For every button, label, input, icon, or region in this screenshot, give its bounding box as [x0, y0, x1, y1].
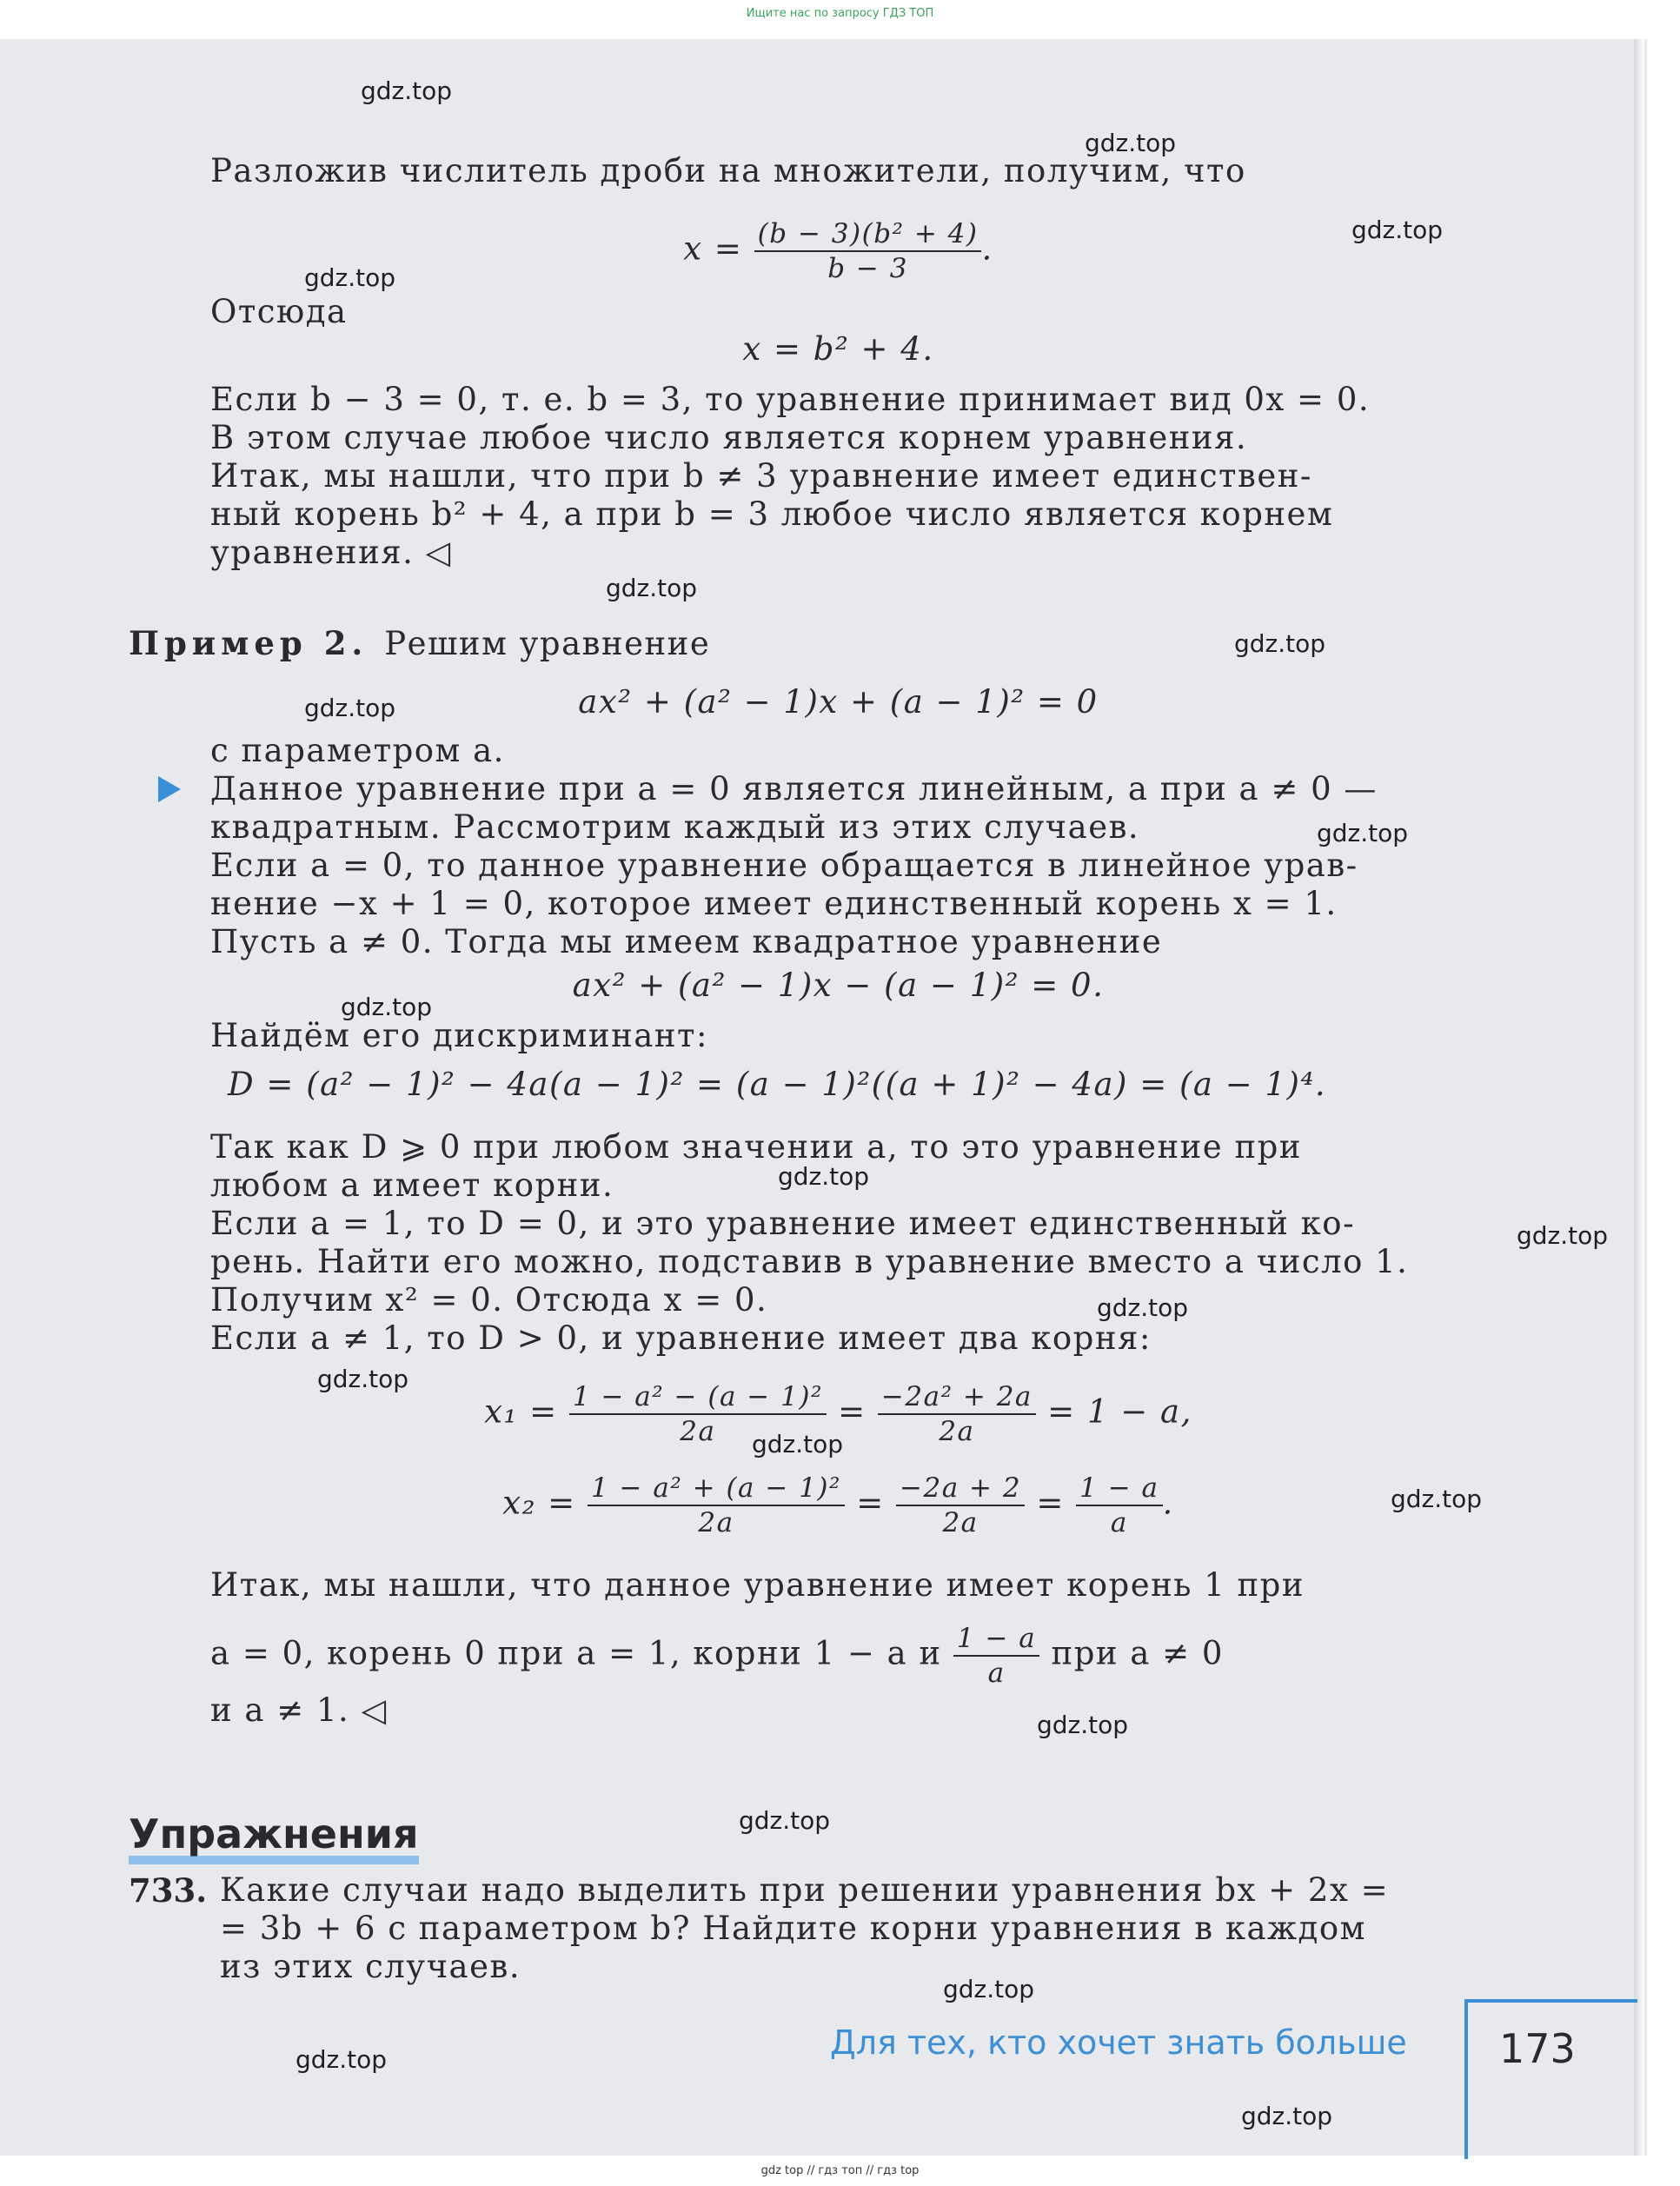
- watermark: gdz.top: [361, 76, 453, 105]
- text-line: Так как D ⩾ 0 при любом значении a, то это уравнение при: [210, 1128, 1302, 1166]
- formula: D = (a² − 1)² − 4a(a − 1)² = (a − 1)²((a + 1)² − 4a) = (a − 1)⁴.: [228, 1066, 1327, 1103]
- text-line: Получим x² = 0. Отсюда x = 0.: [210, 1281, 768, 1319]
- text-part: при a ≠ 0: [1039, 1634, 1224, 1672]
- fraction-denominator: a: [1110, 1507, 1128, 1538]
- text-line: уравнения. ◁: [210, 534, 452, 571]
- fraction: [588, 1472, 845, 1539]
- formula-x: [210, 217, 1466, 285]
- exercise-line: Какие случаи надо выделить при решении уравнения bx + 2x =: [220, 1871, 1390, 1909]
- formula-part: = 1 − a,: [1035, 1392, 1192, 1431]
- text-line: Если a = 0, то данное уравнение обращается в линейное урав-: [210, 847, 1358, 884]
- watermark: gdz.top: [1234, 629, 1326, 658]
- formula-part: x =: [683, 229, 754, 268]
- fraction: [569, 1380, 827, 1448]
- formula: x = b² + 4.: [742, 330, 934, 368]
- watermark: gdz.top: [1351, 216, 1444, 244]
- fraction-numerator: 1 − a: [1076, 1472, 1162, 1506]
- fraction-denominator: 2a: [680, 1416, 716, 1447]
- formula-x2: [210, 1472, 1466, 1539]
- fraction: [953, 1622, 1039, 1690]
- watermark: gdz.top: [1517, 1221, 1609, 1250]
- formula-part: =: [844, 1484, 896, 1522]
- fraction-denominator: 2a: [698, 1507, 734, 1538]
- exercise-line: = 3b + 6 с параметром b? Найдите корни уравнения в каждом: [220, 1910, 1366, 1947]
- formula: ax² + (a² − 1)x − (a − 1)² = 0.: [572, 967, 1105, 1004]
- formula: ax² + (a² − 1)x + (a − 1)² = 0: [578, 683, 1099, 721]
- fraction: [896, 1472, 1025, 1539]
- fraction-denominator: 2a: [939, 1416, 975, 1447]
- formula-x1: [210, 1380, 1466, 1448]
- fraction-numerator: −2a + 2: [896, 1472, 1025, 1506]
- formula-part: x₁ =: [484, 1392, 569, 1431]
- text-line: ный корень b² + 4, а при b = 3 любое число является корнем: [210, 495, 1334, 533]
- text-part: a = 0, корень 0 при a = 1, корни 1 − a и: [210, 1634, 953, 1672]
- page-number: 173: [1499, 2025, 1576, 2072]
- example-label: Пример 2.: [129, 624, 369, 662]
- page-number-box: [1464, 1999, 1637, 2159]
- text-line: Если a = 1, то D = 0, и это уравнение имеет единственный ко-: [210, 1205, 1356, 1242]
- text-line: и a ≠ 1. ◁: [210, 1691, 388, 1729]
- formula-part: .: [1162, 1484, 1174, 1522]
- example-heading: [129, 624, 710, 663]
- text-line: Если b − 3 = 0, т. е. b = 3, то уравнение принимает вид 0x = 0.: [210, 381, 1371, 418]
- watermark: gdz.top: [943, 1975, 1035, 2003]
- watermark: gdz.top: [1037, 1711, 1129, 1739]
- formula-part: .: [981, 229, 993, 268]
- text-line-with-fraction: [210, 1622, 1224, 1690]
- text-line: Если a ≠ 1, то D > 0, и уравнение имеет два корня:: [210, 1319, 1152, 1357]
- text-line: квадратным. Рассмотрим каждый из этих случаев.: [210, 808, 1140, 846]
- watermark: gdz.top: [341, 993, 433, 1021]
- text-line: В этом случае любое число является корнем уравнения.: [210, 419, 1248, 456]
- formula-part: =: [826, 1392, 878, 1431]
- fraction-numerator: 1 − a: [953, 1622, 1039, 1657]
- text-line: рень. Найти его можно, подставив в уравнение вместо a число 1.: [210, 1243, 1409, 1280]
- example-text: Решим уравнение: [384, 625, 711, 662]
- watermark: gdz.top: [317, 1365, 409, 1393]
- fraction: [878, 1380, 1036, 1448]
- exercise-line: из этих случаев.: [220, 1948, 521, 1985]
- text-line: любом a имеет корни.: [210, 1166, 614, 1204]
- section-title: Упражнения: [129, 1812, 419, 1864]
- formula-part: =: [1025, 1484, 1077, 1522]
- body-text: [210, 0, 1466, 1999]
- watermark: gdz.top: [1317, 819, 1409, 847]
- fraction-numerator: 1 − a² + (a − 1)²: [588, 1472, 845, 1506]
- exercise-number: 733.: [129, 1871, 208, 1910]
- watermark: gdz.top: [1097, 1293, 1189, 1322]
- watermark: gdz.top: [295, 2045, 388, 2074]
- watermark: gdz.top: [752, 1430, 844, 1458]
- watermark: gdz.top: [1241, 2102, 1333, 2130]
- text-line: Отсюда: [210, 293, 348, 330]
- watermark: gdz.top: [304, 694, 396, 722]
- footer-note: gdz top // гдз топ // гдз top: [760, 2164, 920, 2177]
- footer-section-label: Для тех, кто хочет знать больше: [830, 2023, 1407, 2062]
- fraction-numerator: −2a² + 2a: [878, 1380, 1036, 1415]
- fraction-numerator: (b − 3)(b² + 4): [754, 217, 982, 252]
- watermark: gdz.top: [778, 1162, 870, 1191]
- text-line: Пусть a ≠ 0. Тогда мы имеем квадратное уравнение: [210, 923, 1163, 960]
- page-edge: [1634, 39, 1644, 2156]
- watermark: gdz.top: [304, 263, 396, 292]
- text-line: Данное уравнение при a = 0 является линейным, а при a ≠ 0 —: [210, 770, 1378, 807]
- solution-start-marker-icon: [158, 776, 181, 802]
- fraction: [1076, 1472, 1162, 1539]
- watermark: gdz.top: [1085, 129, 1177, 157]
- formula-part: x₂ =: [502, 1484, 588, 1522]
- fraction-denominator: a: [987, 1658, 1006, 1689]
- text-line: с параметром a.: [210, 732, 505, 769]
- header-note: Ищите нас по запросу ГДЗ ТОП: [746, 7, 934, 20]
- fraction: [754, 217, 982, 285]
- watermark: gdz.top: [739, 1806, 831, 1835]
- watermark: gdz.top: [606, 574, 698, 602]
- text-line: нение −x + 1 = 0, которое имеет единственный корень x = 1.: [210, 885, 1338, 922]
- fraction-numerator: 1 − a² − (a − 1)²: [569, 1380, 827, 1415]
- fraction-denominator: 2a: [942, 1507, 979, 1538]
- watermark: gdz.top: [1391, 1485, 1483, 1513]
- text-line: Найдём его дискриминант:: [210, 1017, 708, 1054]
- fraction-denominator: b − 3: [827, 253, 908, 284]
- text-line: Итак, мы нашли, что при b ≠ 3 уравнение имеет единствен-: [210, 457, 1312, 495]
- text-line: Итак, мы нашли, что данное уравнение имеет корень 1 при: [210, 1566, 1305, 1604]
- text-line: Разложив числитель дроби на множители, получим, что: [210, 152, 1246, 189]
